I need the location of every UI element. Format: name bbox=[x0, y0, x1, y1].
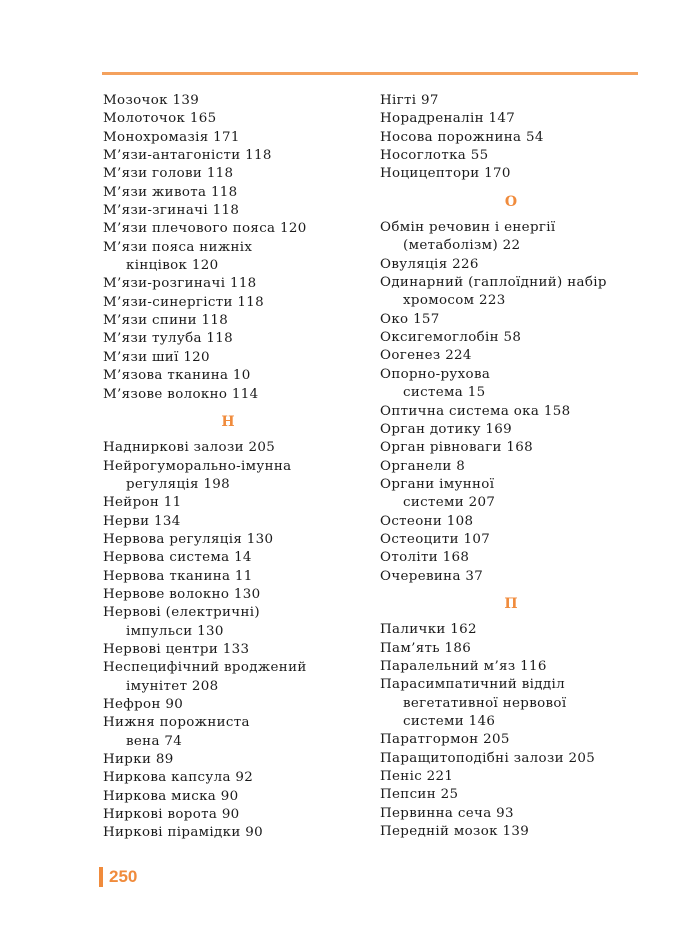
index-entry: Нижня порожниста bbox=[103, 715, 250, 731]
index-entry-continuation: (метаболізм) 22 bbox=[403, 238, 521, 254]
index-entry: М’язи-згиначі 118 bbox=[103, 203, 240, 219]
index-entry: Оксигемоглобін 58 bbox=[380, 330, 522, 346]
index-entry: Остеоцити 107 bbox=[380, 531, 491, 547]
index-entry-continuation: система 15 bbox=[403, 385, 486, 401]
index-entry: Парасимпатичний відділ bbox=[380, 677, 565, 693]
index-entry: Пепсин 25 bbox=[380, 787, 459, 803]
index-entry: Нервова система 14 bbox=[103, 550, 252, 566]
index-entry: Нервова регуляція 130 bbox=[103, 531, 274, 547]
index-entry-continuation: кінцівок 120 bbox=[126, 258, 219, 274]
index-entry-continuation: системи 207 bbox=[403, 495, 496, 511]
index-entry: Одинарний (гаплоїдний) набір bbox=[380, 275, 607, 291]
index-entry: Отоліти 168 bbox=[380, 550, 470, 566]
index-entry: Остеони 108 bbox=[380, 513, 474, 529]
index-entry: Нервові (електричні) bbox=[103, 605, 260, 621]
section-letter-heading: П bbox=[504, 595, 518, 612]
index-entry: Око 157 bbox=[380, 311, 440, 327]
index-entry: М’язи спини 118 bbox=[103, 313, 229, 329]
index-column-right bbox=[380, 92, 642, 841]
index-entry: Ноцицептори 170 bbox=[380, 166, 511, 182]
index-entry: М’язи плечового пояса 120 bbox=[103, 221, 307, 237]
index-entry: Ниркові пірамідки 90 bbox=[103, 825, 263, 841]
index-entry: Передній мозок 139 bbox=[380, 824, 530, 840]
index-entry: Овуляція 226 bbox=[380, 256, 479, 272]
index-entry-continuation: імунітет 208 bbox=[126, 678, 219, 694]
index-column-left bbox=[103, 92, 353, 843]
index-entry: Носоглотка 55 bbox=[380, 148, 489, 164]
index-entry: Ниркова миска 90 bbox=[103, 788, 239, 804]
index-entry: Пеніс 221 bbox=[380, 769, 454, 785]
index-entry: Паращитоподібні залози 205 bbox=[380, 750, 596, 766]
index-entry: Мозочок 139 bbox=[103, 93, 200, 108]
index-entry: Нерви 134 bbox=[103, 513, 181, 529]
index-entry: Нейрогуморально-імунна bbox=[103, 458, 292, 474]
index-entry: Паралельний м’яз 116 bbox=[380, 658, 547, 674]
index-entry: Нервове волокно 130 bbox=[103, 586, 261, 602]
index-entry: Молоточок 165 bbox=[103, 111, 217, 127]
index-entry: Монохромазія 171 bbox=[103, 129, 240, 145]
index-entry-continuation: вена 74 bbox=[126, 733, 183, 749]
section-letter-heading: О bbox=[504, 193, 518, 210]
index-entry-continuation: системи 146 bbox=[403, 714, 496, 729]
index-entry: М’язова тканина 10 bbox=[103, 368, 251, 384]
index-entry-continuation: хромосом 223 bbox=[403, 293, 506, 309]
index-entry: М’язи живота 118 bbox=[103, 184, 238, 200]
index-entry: Первинна сеча 93 bbox=[380, 805, 514, 821]
index-entry: Нирки 89 bbox=[103, 752, 174, 768]
index-entry: Нервова тканина 11 bbox=[103, 568, 253, 584]
page-number-bar bbox=[99, 867, 103, 887]
index-entry: Оогенез 224 bbox=[380, 348, 472, 364]
page-number-text: 250 bbox=[109, 867, 138, 886]
index-entry: Ниркова капсула 92 bbox=[103, 770, 254, 786]
index-entry: Нервові центри 133 bbox=[103, 641, 250, 657]
index-entry: М’язи-розгиначі 118 bbox=[103, 276, 257, 292]
section-letter-heading: Н bbox=[221, 413, 235, 430]
index-entry: М’язи тулуба 118 bbox=[103, 331, 234, 347]
index-entry: Ниркові ворота 90 bbox=[103, 807, 240, 823]
index-entry: М’язи голови 118 bbox=[103, 166, 234, 182]
index-entry: Неспецифічний вроджений bbox=[103, 660, 307, 676]
index-entry: Органели 8 bbox=[380, 458, 466, 474]
index-entry: М’язове волокно 114 bbox=[103, 386, 259, 402]
page-number bbox=[99, 866, 137, 888]
index-entry: Паратгормон 205 bbox=[380, 732, 510, 748]
index-entry: М’язи-синергісти 118 bbox=[103, 294, 264, 310]
index-entry-continuation: імпульси 130 bbox=[126, 623, 224, 639]
index-entry: Нейрон 11 bbox=[103, 495, 182, 511]
top-divider-line bbox=[102, 72, 638, 75]
index-entry: М’язи пояса нижніх bbox=[103, 239, 253, 255]
index-entry: Палички 162 bbox=[380, 622, 477, 638]
index-entry: Опорно-рухова bbox=[380, 366, 491, 382]
index-entry: Орган дотику 169 bbox=[380, 421, 513, 437]
index-entry: Обмін речовин і енергії bbox=[380, 220, 556, 236]
index-entry: Орган рівноваги 168 bbox=[380, 440, 534, 456]
index-entry: Норадреналін 147 bbox=[380, 111, 516, 127]
index-entry-continuation: регуляція 198 bbox=[126, 476, 231, 492]
index-entry: Пам’ять 186 bbox=[380, 640, 472, 656]
index-entry: Очеревина 37 bbox=[380, 568, 484, 584]
index-entry: М’язи-антагоністи 118 bbox=[103, 148, 272, 164]
index-entry: Нігті 97 bbox=[380, 93, 439, 108]
index-entry-continuation: вегетативної нервової bbox=[403, 695, 567, 711]
index-entry: М’язи шиї 120 bbox=[103, 349, 210, 365]
index-entry: Органи імунної bbox=[380, 476, 495, 492]
index-entry: Носова порожнина 54 bbox=[380, 129, 544, 145]
index-entry: Нефрон 90 bbox=[103, 697, 184, 712]
index-entry: Надниркові залози 205 bbox=[103, 440, 276, 456]
index-entry: Оптична система ока 158 bbox=[380, 403, 571, 419]
